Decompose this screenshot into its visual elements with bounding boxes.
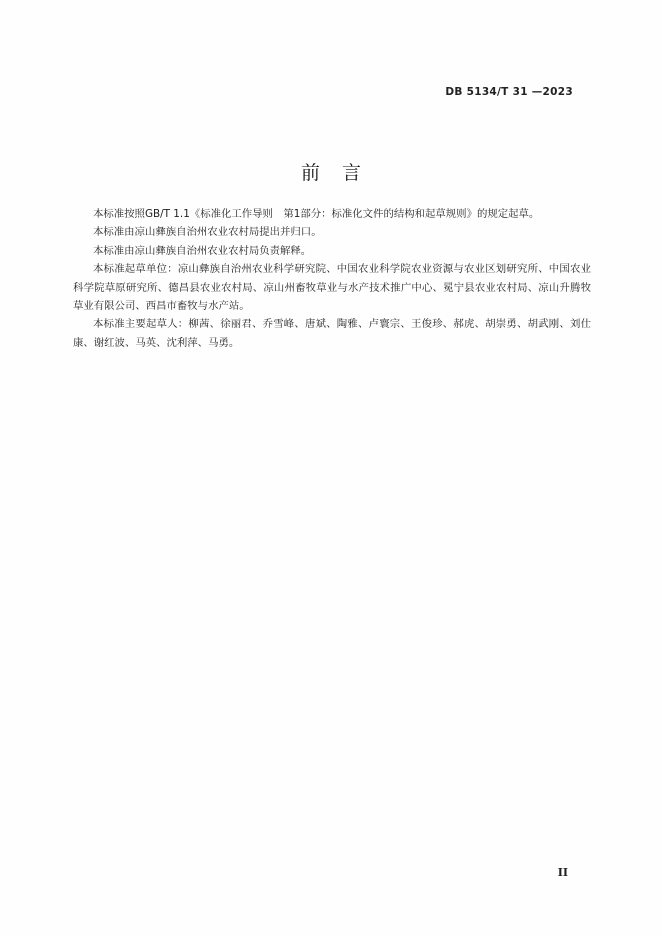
document-code: DB 5134/T 31 —2023 xyxy=(445,86,573,98)
paragraph-interpreter: 本标准由凉山彝族自治州农业农村局负责解释。 xyxy=(93,244,312,257)
paragraph-proposer: 本标准由凉山彝族自治州农业农村局提出并归口。 xyxy=(93,226,322,239)
page-number: II xyxy=(557,866,568,879)
foreword-body xyxy=(73,205,591,352)
paragraph-drafters: 本标准主要起草人：柳茜、徐丽君、乔雪峰、唐斌、陶雅、卢寰宗、王俊珍、郝虎、胡崇勇、胡武刚、刘仕康、谢红波、马英、沈利萍、马勇。 xyxy=(73,318,591,349)
page-title: 前言 xyxy=(300,162,383,184)
paragraph-drafting-units: 本标准起草单位：凉山彝族自治州农业科学研究院、中国农业科学院农业资源与农业区划研究所、中国农业科学院草原研究所、德昌县农业农村局、凉山州畜牧草业与水产技术推广中心、冕宁县农业农村局、凉山升腾牧草业有限公司、西昌市畜牧与水产站。 xyxy=(73,263,591,313)
paragraph-drafting-rules: 本标准按照GB/T 1.1《标准化工作导则 第1部分：标准化文件的结构和起草规则》的规定起草。 xyxy=(93,208,540,220)
